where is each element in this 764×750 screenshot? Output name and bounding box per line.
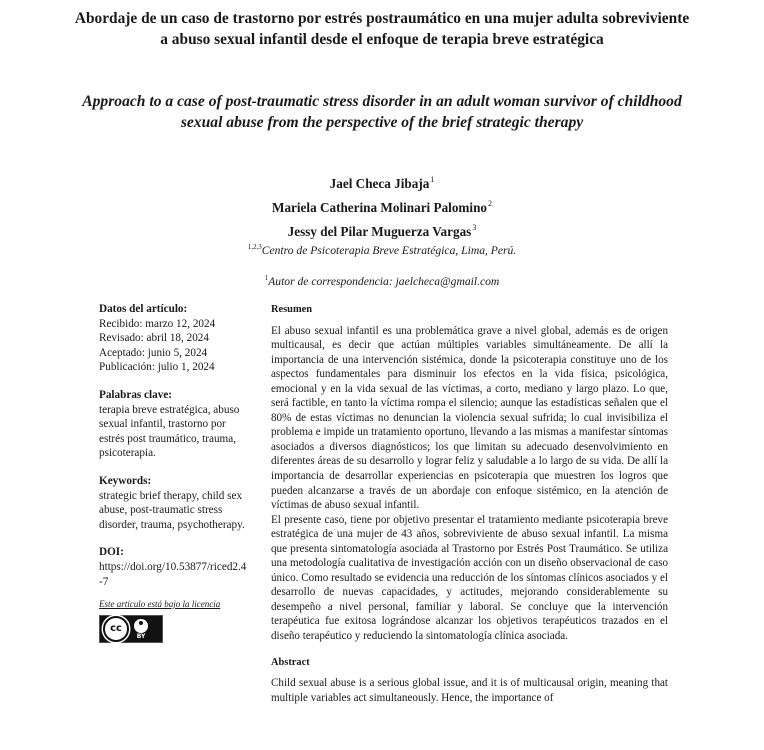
author-1: Jael Checa Jibaja$^1$: [329, 175, 435, 191]
doi-heading: DOI:: [99, 546, 124, 559]
doi-block: [99, 545, 249, 643]
person-icon: [134, 619, 148, 633]
doi-link[interactable]: https://doi.org/10.53877/riced2.4-7: [99, 560, 247, 588]
keywords-en-text: strategic brief therapy, child sex abuse, post-traumatic stress disorder, trauma, psychotherapy.: [99, 489, 245, 531]
article-data: [99, 302, 249, 375]
affiliation: $^{1,2,3}$Centro de Psicoterapia Breve Estratégica, Lima, Perú.: [247, 243, 517, 257]
title-spanish: Abordaje de un caso de trastorno por estrés postraumático en una mujer adulta sobreviviente a abuso sexual infantil desde el enfoque de terapia breve estratégica: [74, 10, 690, 48]
author-2: Mariela Catherina Molinari Palomino$^2$: [272, 199, 492, 215]
keywords-es-heading: Palabras clave:: [99, 388, 173, 401]
author-3: Jessy del Pilar Muguerza Vargas$^3$: [287, 223, 477, 239]
abstract-column: [271, 303, 668, 705]
by-label: BY: [136, 632, 146, 640]
attribution-icon: [134, 619, 148, 640]
author-list: [120, 170, 644, 242]
abstract-heading: Abstract: [271, 656, 310, 668]
keywords-english: [99, 474, 249, 532]
article-data-heading: Datos del artículo:: [99, 303, 188, 315]
cc-icon: cc: [103, 616, 129, 642]
keywords-spanish: [99, 388, 249, 461]
resumen-paragraph-2: El presente caso, tiene por objetivo presentar el tratamiento mediante psicoterapia breve estratégica de una mujer de 43 años, sobreviviente de abuso sexual infantil. La misma que presenta sintomatología asociada al Trastorno por Estrés Post Traumático. Se utiliza una metodología cualitativa de investigación acción con un diseño observacional de caso único. Como resultado se evidencia una reducción de los síntomas clínicos asociados y el desarrollo de nuevas capacidades, y actitudes, mejorando considerablemente su desempeño a nivel personal, familiar y laboral. Se concluye que la intervención terapéutica fue exitosa lográndose alcanzar los objetivos terapéuticos trazados en el diseño terapéutico y reduciendo la sintomatología clínica asociada.: [271, 513, 668, 643]
keywords-es-text: terapia breve estratégica, abuso sexual infantil, trastorno por estrés post traumático, trauma, psicoterapia.: [99, 403, 240, 460]
correspondence: $^1$Autor de correspondencia: jaelcheca@gmail.com: [264, 274, 500, 288]
abstract-paragraph-1: Child sexual abuse is a serious global issue, and it is of multicausal origin, meaning that multiple variables act simultaneously. Hence, the importance of: [271, 677, 668, 704]
article-sidebar: [99, 302, 249, 656]
revised-date: Revisado: abril 18, 2024: [99, 332, 209, 345]
license-note[interactable]: Este artículo está bajo la licencia: [99, 599, 221, 610]
resumen-paragraph-1: El abuso sexual infantil es una problemática grave a nivel global, además es de origen multicausal, es decir que actúan múltiples variables simultáneamente. De allí la importancia de una intervención sistémica, donde la psicoterapia constituye uno de los aspectos fundamentales para disminuir los efectos en la vida física, psicológica, emocional y en la vida sexual de las víctimas, a corto, mediano y largo plazo. Lo que, será factible, en tanto la víctima rompa el silencio; aunque las estadísticas señalen que el 80% de estas víctimas no denuncian la violencia sexual sufrida; lo cual invisibiliza el problema e impide un tratamiento oportuno, llevando a las mismas a manifestar síntomas asociados a diversos diagnósticos; los que limitan su adecuado desenvolvimiento en diferentes áreas de su desarrollo y lograr feliz y saludable a lo largo de su vida. De allí la importancia de desarrollar experiencias en psicoterapia que muestren los logros que pueden alcanzarse a través de un abordaje con enfoque sistémico, en la atención de víctimas de abuso sexual infantil.: [271, 324, 668, 512]
accepted-date: Aceptado: junio 5, 2024: [99, 346, 208, 359]
resumen-heading: Resumen: [271, 304, 312, 315]
publication-date: Publicación: julio 1, 2024: [99, 361, 215, 374]
received-date: Recibido: marzo 12, 2024: [99, 317, 216, 330]
keywords-en-heading: Keywords:: [99, 474, 152, 487]
cc-by-license-badge[interactable]: [99, 615, 163, 643]
title-english: Approach to a case of post-traumatic stress disorder in an adult woman survivor of childhood sexual abuse from the perspective of the brief strategic therapy: [82, 93, 682, 131]
